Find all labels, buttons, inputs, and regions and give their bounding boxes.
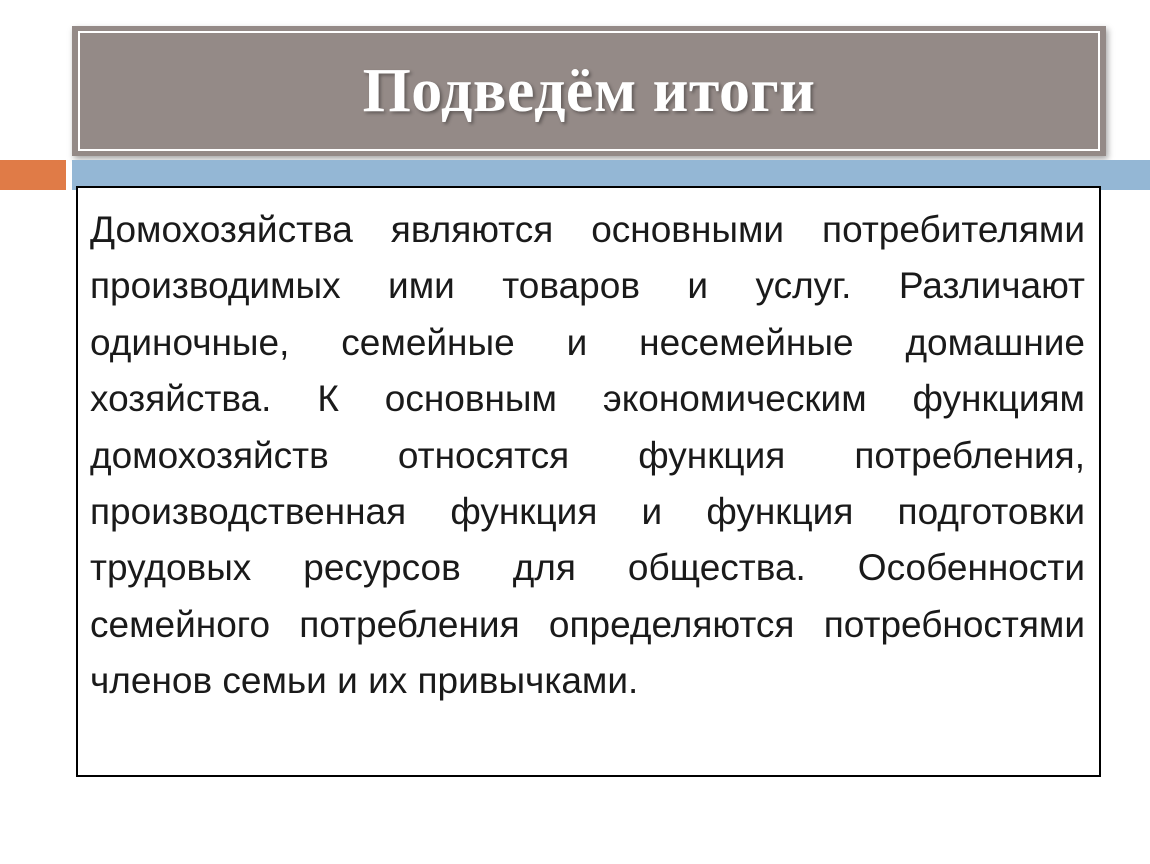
accent-bar-orange: [0, 160, 66, 190]
title-banner: [72, 26, 1106, 156]
slide-title: Подведём итоги: [362, 56, 816, 125]
body-paragraph: Домохозяйства являются основными потребителями производимых ими товаров и услуг. Различают одиночные, семейные и несемейные домашние хозяйства. К основным экономическим функциям домохозяйств относятся функция потребления, производственная функция и функция подготовки трудовых ресурсов для общества. Особенности семейного потребления определяются потребностями членов семьи и их привычками.: [90, 209, 1085, 702]
body-text-box: [76, 186, 1101, 777]
title-frame: [78, 31, 1100, 151]
